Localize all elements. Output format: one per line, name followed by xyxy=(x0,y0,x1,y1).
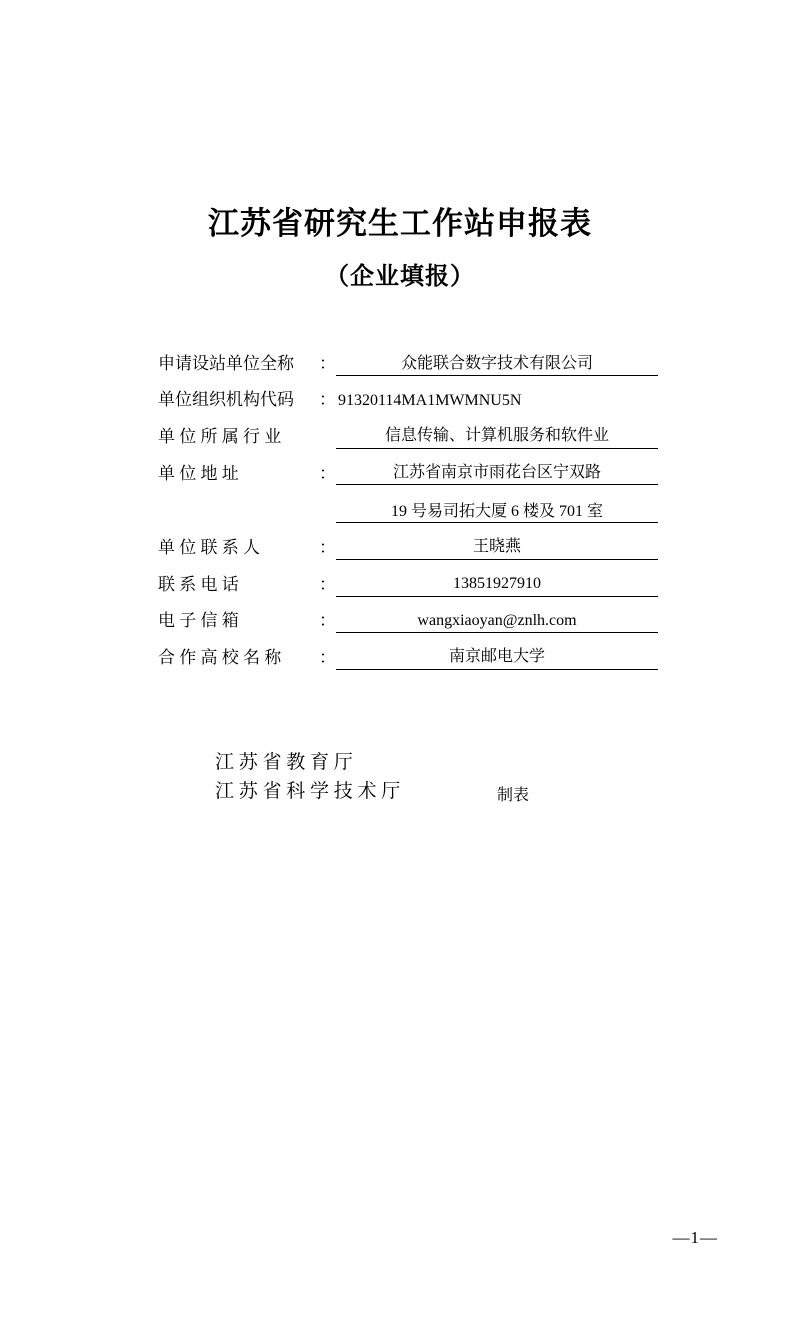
field-value-email[interactable]: wangxiaoyan@znlh.com xyxy=(336,610,658,634)
field-email xyxy=(158,610,658,634)
field-value-address-line2[interactable]: 19 号易司拓大厦 6 楼及 701 室 xyxy=(336,498,658,523)
issuer-suffix: 制表 xyxy=(497,786,530,804)
field-label-address: 单 位 地 址 ： xyxy=(158,463,336,483)
field-applicant-name xyxy=(158,353,658,377)
field-phone xyxy=(158,573,658,597)
page-title: 江苏省研究生工作站申报表 xyxy=(208,206,592,241)
field-value-address-line1[interactable]: 江苏省南京市雨花台区宁双路 xyxy=(336,462,658,486)
field-value-phone[interactable]: 13851927910 xyxy=(336,573,658,597)
issuer-line-education: 江 苏 省 教 育 厅 xyxy=(215,751,353,773)
field-partner-university xyxy=(158,646,658,670)
field-label-applicant-name: 申请设站单位全称 ： xyxy=(158,354,336,374)
field-label-partner-university: 合 作 高 校 名 称 ： xyxy=(158,647,336,667)
field-label-contact-person: 单 位 联 系 人 ： xyxy=(158,538,336,558)
form-fields xyxy=(158,353,658,670)
issuer-line-science-tech: 江 苏 省 科 学 技 术 厅 xyxy=(215,781,401,803)
field-label-email: 电 子 信 箱 ： xyxy=(158,611,336,631)
field-org-code xyxy=(158,389,658,412)
document-page xyxy=(0,205,800,1336)
field-value-partner-university[interactable]: 南京邮电大学 xyxy=(336,646,658,670)
field-address-line2-row xyxy=(158,498,658,523)
field-contact-person xyxy=(158,536,658,560)
field-label-industry: 单 位 所 属 行 业 xyxy=(158,426,282,446)
page-subtitle: （企业填报） xyxy=(325,262,475,290)
issuer-block xyxy=(215,748,800,807)
field-address xyxy=(158,462,658,486)
field-value-applicant-name[interactable]: 众能联合数字技术有限公司 xyxy=(336,353,658,377)
title-block xyxy=(0,205,800,291)
field-industry xyxy=(158,425,658,449)
issuer-lines xyxy=(215,748,485,807)
field-value-industry[interactable]: 信息传输、计算机服务和软件业 xyxy=(336,425,658,449)
field-label-org-code: 单位组织机构代码 ： xyxy=(158,390,336,410)
field-value-contact-person[interactable]: 王晓燕 xyxy=(336,536,658,560)
field-label-phone: 联 系 电 话 ： xyxy=(158,574,336,594)
page-number: —1— xyxy=(672,1228,718,1247)
field-value-org-code[interactable]: 91320114MA1MWMNU5N xyxy=(338,391,522,409)
